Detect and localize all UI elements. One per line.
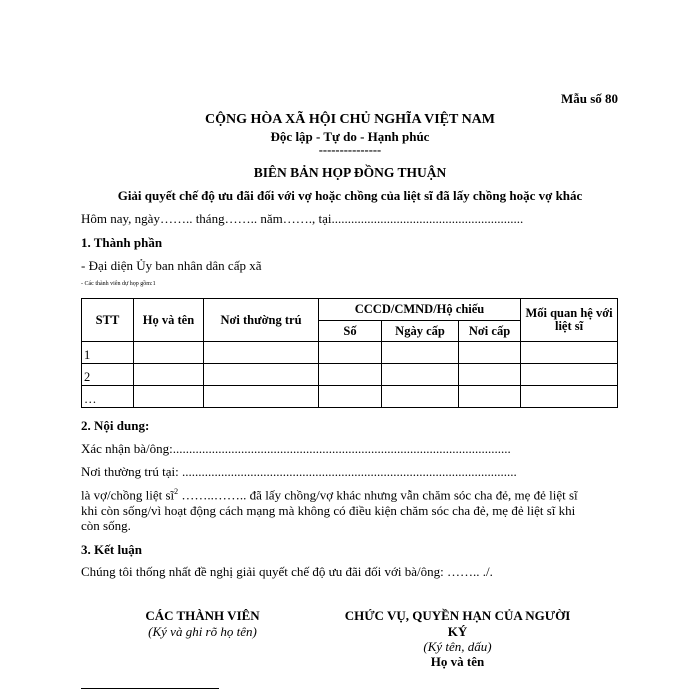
header-name: Họ và tên: [134, 299, 204, 342]
content-paragraph-line1: [81, 487, 578, 503]
document-subtitle: Giải quyết chế độ ưu đãi đối với vợ hoặc chồng của liệt sĩ đã lấy chồng hoặc vợ khác: [117, 188, 583, 203]
conclusion-text: Chúng tôi thống nhất đề nghị giải quyết chế độ ưu đãi đối với bà/ông: …….. ./.: [81, 564, 493, 579]
row-stt: …: [82, 386, 134, 408]
members-note: - Các thành viên dự họp gồm:1: [81, 281, 156, 287]
signer-note: (Ký tên, dấu): [423, 639, 492, 654]
header-id-document: CCCD/CMND/Hộ chiếu: [319, 299, 521, 321]
paragraph-text-cont: ……..…….. đã lấy chồng/vợ khác nhưng vẫn chăm sóc cha đẻ, mẹ đẻ liệt sĩ: [178, 487, 578, 503]
members-table: [81, 298, 618, 408]
date-location-line: Hôm nay, ngày…….. tháng…….. năm……., tại...........................................................: [81, 211, 524, 226]
header-issue-date: Ngày cấp: [382, 321, 459, 342]
header-relation: Mối quan hệ với liệt sĩ: [521, 299, 618, 342]
header-id-number: Số: [319, 321, 382, 342]
section3-heading: 3. Kết luận: [81, 542, 143, 557]
header-stt: STT: [82, 299, 134, 342]
paragraph-text: là vợ/chồng liệt sĩ: [81, 487, 175, 503]
members-signature-title: CÁC THÀNH VIÊN: [145, 608, 260, 623]
footnote-ref: 2: [174, 487, 179, 496]
table-row: [82, 364, 618, 386]
section1-heading: 1. Thành phần: [81, 235, 163, 250]
nation-header: CỘNG HÒA XÃ HỘI CHỦ NGHĨA VIỆT NAM: [204, 112, 495, 127]
commune-representative: - Đại diện Ủy ban nhân dân cấp xã: [81, 258, 262, 273]
form-number: Mẫu số 80: [560, 91, 618, 106]
signer-title-line1: CHỨC VỤ, QUYỀN HẠN CỦA NGƯỜI: [344, 608, 571, 623]
row-stt: 2: [82, 364, 134, 386]
table-header-row: [82, 299, 618, 321]
signer-title-line2: KÝ: [447, 624, 468, 639]
content-paragraph-line3: còn sống.: [81, 518, 131, 533]
document-title: BIÊN BẢN HỌP ĐỒNG THUẬN: [253, 165, 447, 180]
table-row: [82, 342, 618, 364]
header-issue-place: Nơi cấp: [459, 321, 521, 342]
signer-name: Họ và tên: [430, 654, 485, 669]
motto: Độc lập - Tự do - Hạnh phúc: [270, 129, 430, 144]
content-paragraph-line2: khi còn sống/vì hoạt động cách mạng mà không có điều kiện chăm sóc cha đẻ, mẹ đẻ liệt sĩ khi: [81, 503, 576, 518]
header-residence: Nơi thường trú: [204, 299, 319, 342]
confirm-person-line: Xác nhận bà/ông:........................................................................................................: [81, 441, 511, 456]
header-separator: ---------------: [318, 143, 382, 157]
residence-line: Nơi thường trú tại: .......................................................................................................: [81, 464, 517, 479]
section2-heading: 2. Nội dung:: [81, 418, 150, 433]
footnote-divider: [81, 688, 219, 689]
table-row: [82, 386, 618, 408]
members-signature-note: (Ký và ghi rõ họ tên): [148, 624, 257, 639]
row-stt: 1: [82, 342, 134, 364]
